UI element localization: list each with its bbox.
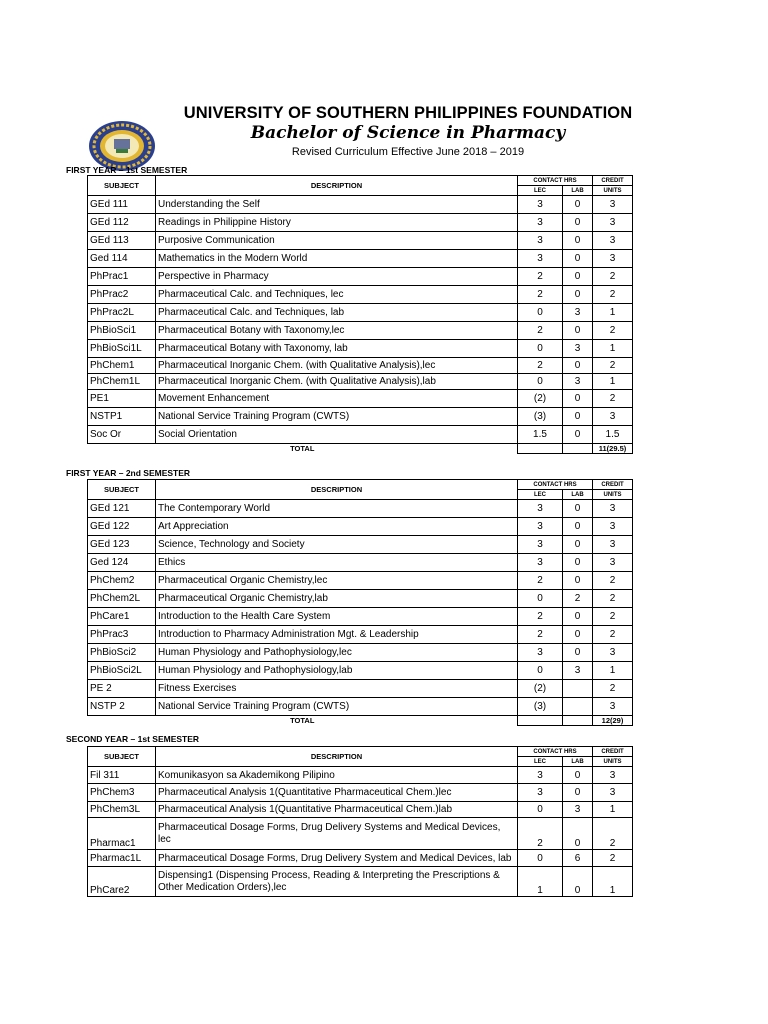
lec-hours: (2) (518, 680, 563, 698)
course-row (88, 322, 633, 340)
course-code: Pharmac1 (88, 818, 156, 850)
course-code: PhBioSci2L (88, 662, 156, 680)
total-label: TOTAL (88, 716, 518, 726)
course-description: Pharmaceutical Dosage Forms, Drug Delivery System and Medical Devices, lab (156, 850, 518, 867)
lab-hours: 0 (563, 232, 593, 250)
credit-units: 1 (593, 374, 633, 390)
credit-units: 1 (593, 662, 633, 680)
course-code: GEd 123 (88, 536, 156, 554)
lec-hours: 2 (518, 322, 563, 340)
lec-hours: 0 (518, 850, 563, 867)
lab-hours (563, 680, 593, 698)
lec-hours: 2 (518, 268, 563, 286)
lab-header: LAB (563, 757, 593, 767)
course-description: Pharmaceutical Inorganic Chem. (with Qualitative Analysis),lab (156, 374, 518, 390)
course-code: NSTP 2 (88, 698, 156, 716)
course-code: GEd 122 (88, 518, 156, 536)
course-code: PhCare1 (88, 608, 156, 626)
total-label: TOTAL (88, 444, 518, 454)
course-description: Pharmaceutical Inorganic Chem. (with Qualitative Analysis),lec (156, 358, 518, 374)
course-description: Fitness Exercises (156, 680, 518, 698)
lab-hours: 0 (563, 196, 593, 214)
lec-hours: 3 (518, 500, 563, 518)
credit-units: 3 (593, 500, 633, 518)
description-header: DESCRIPTION (156, 176, 518, 196)
semester-table (87, 746, 633, 897)
credit-units: 2 (593, 268, 633, 286)
credit-header: CREDIT (593, 747, 633, 757)
lec-hours: 1 (518, 867, 563, 897)
university-name: UNIVERSITY OF SOUTHERN PHILIPPINES FOUNDATION (183, 104, 633, 122)
course-description: The Contemporary World (156, 500, 518, 518)
course-row (88, 374, 633, 390)
credit-units: 2 (593, 358, 633, 374)
credit-units: 2 (593, 818, 633, 850)
course-description: Pharmaceutical Analysis 1(Quantitative Pharmaceutical Chem.)lab (156, 802, 518, 818)
course-code: PhCare2 (88, 867, 156, 897)
contact-hrs-header: CONTACT HRS (518, 480, 593, 490)
lab-hours: 0 (563, 268, 593, 286)
credit-units: 3 (593, 698, 633, 716)
course-code: PhPrac2L (88, 304, 156, 322)
course-code: PhChem3L (88, 802, 156, 818)
course-row (88, 662, 633, 680)
credit-units: 1 (593, 867, 633, 897)
credit-units: 1 (593, 802, 633, 818)
course-row (88, 358, 633, 374)
course-row (88, 784, 633, 802)
semester-title: FIRST YEAR – 1st SEMESTER (66, 165, 188, 175)
semester-title: FIRST YEAR – 2nd SEMESTER (66, 468, 191, 478)
course-code: GEd 111 (88, 196, 156, 214)
program-name: Bachelor of Science in Pharmacy (250, 123, 566, 143)
course-row (88, 426, 633, 444)
course-row (88, 268, 633, 286)
course-code: PhBioSci1 (88, 322, 156, 340)
course-row (88, 536, 633, 554)
lec-hours: 3 (518, 518, 563, 536)
lec-hours: 2 (518, 358, 563, 374)
units-header: UNITS (593, 490, 633, 500)
course-description: Pharmaceutical Organic Chemistry,lab (156, 590, 518, 608)
subject-header: SUBJECT (88, 480, 156, 500)
course-code: PE1 (88, 390, 156, 408)
course-description: Science, Technology and Society (156, 536, 518, 554)
lec-hours: 0 (518, 304, 563, 322)
lab-hours: 0 (563, 518, 593, 536)
credit-units: 2 (593, 626, 633, 644)
lab-hours: 6 (563, 850, 593, 867)
course-row (88, 390, 633, 408)
lec-hours: (2) (518, 390, 563, 408)
lab-hours: 0 (563, 390, 593, 408)
lec-hours: 3 (518, 644, 563, 662)
units-header: UNITS (593, 186, 633, 196)
lec-hours: (3) (518, 698, 563, 716)
credit-units: 3 (593, 214, 633, 232)
semester-table (87, 479, 633, 726)
lec-hours: 3 (518, 536, 563, 554)
lec-header: LEC (518, 186, 563, 196)
lab-hours: 0 (563, 767, 593, 784)
lab-hours: 0 (563, 322, 593, 340)
lec-hours: 2 (518, 626, 563, 644)
lec-hours: 2 (518, 818, 563, 850)
subject-header: SUBJECT (88, 176, 156, 196)
course-description: Dispensing1 (Dispensing Process, Reading & Interpreting the Prescriptions & Other Medication Orders),lec (156, 867, 518, 897)
course-description: Introduction to Pharmacy Administration Mgt. & Leadership (156, 626, 518, 644)
course-row (88, 500, 633, 518)
course-code: PhPrac2 (88, 286, 156, 304)
course-code: GEd 113 (88, 232, 156, 250)
lab-hours: 3 (563, 662, 593, 680)
lab-hours: 0 (563, 572, 593, 590)
credit-units: 1.5 (593, 426, 633, 444)
semester-title: SECOND YEAR – 1st SEMESTER (66, 734, 200, 744)
lec-hours: 0 (518, 374, 563, 390)
lec-hours: 1.5 (518, 426, 563, 444)
lab-hours: 0 (563, 644, 593, 662)
lab-header: LAB (563, 186, 593, 196)
lab-hours: 0 (563, 867, 593, 897)
course-row (88, 867, 633, 897)
contact-hrs-header: CONTACT HRS (518, 176, 593, 186)
lab-hours (563, 698, 593, 716)
total-lec (518, 444, 563, 454)
course-code: GEd 121 (88, 500, 156, 518)
credit-units: 3 (593, 232, 633, 250)
lab-hours: 0 (563, 554, 593, 572)
course-description: Human Physiology and Pathophysiology,lab (156, 662, 518, 680)
course-description: Purposive Communication (156, 232, 518, 250)
lab-hours: 0 (563, 626, 593, 644)
lab-hours: 0 (563, 214, 593, 232)
lab-hours: 0 (563, 608, 593, 626)
credit-units: 3 (593, 408, 633, 426)
credit-units: 2 (593, 850, 633, 867)
subject-header: SUBJECT (88, 747, 156, 767)
lab-hours: 0 (563, 250, 593, 268)
course-description: Understanding the Self (156, 196, 518, 214)
course-row (88, 408, 633, 426)
course-description: Readings in Philippine History (156, 214, 518, 232)
course-row (88, 196, 633, 214)
lec-hours: 3 (518, 214, 563, 232)
course-description: Pharmaceutical Calc. and Techniques, lab (156, 304, 518, 322)
course-code: NSTP1 (88, 408, 156, 426)
course-row (88, 608, 633, 626)
total-lab (563, 444, 593, 454)
course-row (88, 818, 633, 850)
credit-units: 2 (593, 390, 633, 408)
course-description: Perspective in Pharmacy (156, 268, 518, 286)
credit-header: CREDIT (593, 480, 633, 490)
course-row (88, 767, 633, 784)
course-code: PhPrac1 (88, 268, 156, 286)
contact-hrs-header: CONTACT HRS (518, 747, 593, 757)
lec-hours: 0 (518, 662, 563, 680)
course-code: PE 2 (88, 680, 156, 698)
course-row (88, 572, 633, 590)
lec-hours: 2 (518, 608, 563, 626)
credit-units: 3 (593, 250, 633, 268)
course-description: Pharmaceutical Analysis 1(Quantitative Pharmaceutical Chem.)lec (156, 784, 518, 802)
course-description: Ethics (156, 554, 518, 572)
lab-hours: 0 (563, 784, 593, 802)
course-row (88, 518, 633, 536)
lec-hours: (3) (518, 408, 563, 426)
course-description: Mathematics in the Modern World (156, 250, 518, 268)
curriculum-effectivity: Revised Curriculum Effective June 2018 – 2019 (291, 146, 525, 158)
credit-units: 3 (593, 644, 633, 662)
course-code: PhChem1 (88, 358, 156, 374)
course-code: PhChem3 (88, 784, 156, 802)
course-row (88, 286, 633, 304)
header-row (88, 480, 633, 490)
course-description: Social Orientation (156, 426, 518, 444)
lab-header: LAB (563, 490, 593, 500)
lec-header: LEC (518, 490, 563, 500)
lec-hours: 3 (518, 554, 563, 572)
credit-units: 2 (593, 590, 633, 608)
lab-hours: 3 (563, 802, 593, 818)
description-header: DESCRIPTION (156, 747, 518, 767)
course-row (88, 626, 633, 644)
course-row (88, 850, 633, 867)
course-row (88, 232, 633, 250)
header-row (88, 747, 633, 757)
course-code: Soc Or (88, 426, 156, 444)
credit-units: 2 (593, 608, 633, 626)
lec-header: LEC (518, 757, 563, 767)
course-description: Pharmaceutical Calc. and Techniques, lec (156, 286, 518, 304)
lab-hours: 0 (563, 500, 593, 518)
credit-header: CREDIT (593, 176, 633, 186)
lab-hours: 3 (563, 374, 593, 390)
course-description: National Service Training Program (CWTS) (156, 698, 518, 716)
credit-units: 1 (593, 340, 633, 358)
credit-units: 3 (593, 784, 633, 802)
total-lab (563, 716, 593, 726)
total-row (88, 716, 633, 726)
lec-hours: 3 (518, 767, 563, 784)
description-header: DESCRIPTION (156, 480, 518, 500)
total-units: 12(29) (593, 716, 633, 726)
total-lec (518, 716, 563, 726)
course-row (88, 644, 633, 662)
course-description: Komunikasyon sa Akademikong Pilipino (156, 767, 518, 784)
course-code: Ged 114 (88, 250, 156, 268)
total-row (88, 444, 633, 454)
course-description: Movement Enhancement (156, 390, 518, 408)
course-description: Pharmaceutical Botany with Taxonomy, lab (156, 340, 518, 358)
total-units: 11(29.5) (593, 444, 633, 454)
course-row (88, 698, 633, 716)
course-description: Pharmaceutical Botany with Taxonomy,lec (156, 322, 518, 340)
course-row (88, 304, 633, 322)
units-header: UNITS (593, 757, 633, 767)
lab-hours: 0 (563, 408, 593, 426)
course-code: GEd 112 (88, 214, 156, 232)
course-description: Human Physiology and Pathophysiology,lec (156, 644, 518, 662)
lab-hours: 2 (563, 590, 593, 608)
course-row (88, 802, 633, 818)
credit-units: 3 (593, 536, 633, 554)
lec-hours: 0 (518, 340, 563, 358)
lec-hours: 0 (518, 802, 563, 818)
course-row (88, 340, 633, 358)
course-code: PhChem2 (88, 572, 156, 590)
course-code: Ged 124 (88, 554, 156, 572)
course-description: National Service Training Program (CWTS) (156, 408, 518, 426)
credit-units: 2 (593, 572, 633, 590)
credit-units: 2 (593, 322, 633, 340)
course-row (88, 250, 633, 268)
course-row (88, 680, 633, 698)
lec-hours: 0 (518, 590, 563, 608)
course-description: Art Appreciation (156, 518, 518, 536)
lab-hours: 0 (563, 358, 593, 374)
lec-hours: 3 (518, 196, 563, 214)
header-row (88, 176, 633, 186)
lab-hours: 0 (563, 818, 593, 850)
lab-hours: 0 (563, 536, 593, 554)
lab-hours: 3 (563, 304, 593, 322)
course-description: Introduction to the Health Care System (156, 608, 518, 626)
course-row (88, 214, 633, 232)
course-row (88, 554, 633, 572)
lab-hours: 3 (563, 340, 593, 358)
semester-table (87, 175, 633, 454)
credit-units: 3 (593, 767, 633, 784)
course-code: PhPrac3 (88, 626, 156, 644)
lec-hours: 3 (518, 784, 563, 802)
course-description: Pharmaceutical Organic Chemistry,lec (156, 572, 518, 590)
lec-hours: 3 (518, 250, 563, 268)
course-code: PhChem1L (88, 374, 156, 390)
credit-units: 3 (593, 196, 633, 214)
credit-units: 2 (593, 680, 633, 698)
credit-units: 2 (593, 286, 633, 304)
course-code: PhBioSci2 (88, 644, 156, 662)
course-code: Pharmac1L (88, 850, 156, 867)
lab-hours: 0 (563, 286, 593, 304)
credit-units: 1 (593, 304, 633, 322)
credit-units: 3 (593, 554, 633, 572)
course-code: Fil 311 (88, 767, 156, 784)
credit-units: 3 (593, 518, 633, 536)
lec-hours: 2 (518, 572, 563, 590)
course-row (88, 590, 633, 608)
course-code: PhBioSci1L (88, 340, 156, 358)
lab-hours: 0 (563, 426, 593, 444)
lec-hours: 3 (518, 232, 563, 250)
course-description: Pharmaceutical Dosage Forms, Drug Delivery Systems and Medical Devices, lec (156, 818, 518, 850)
course-code: PhChem2L (88, 590, 156, 608)
lec-hours: 2 (518, 286, 563, 304)
